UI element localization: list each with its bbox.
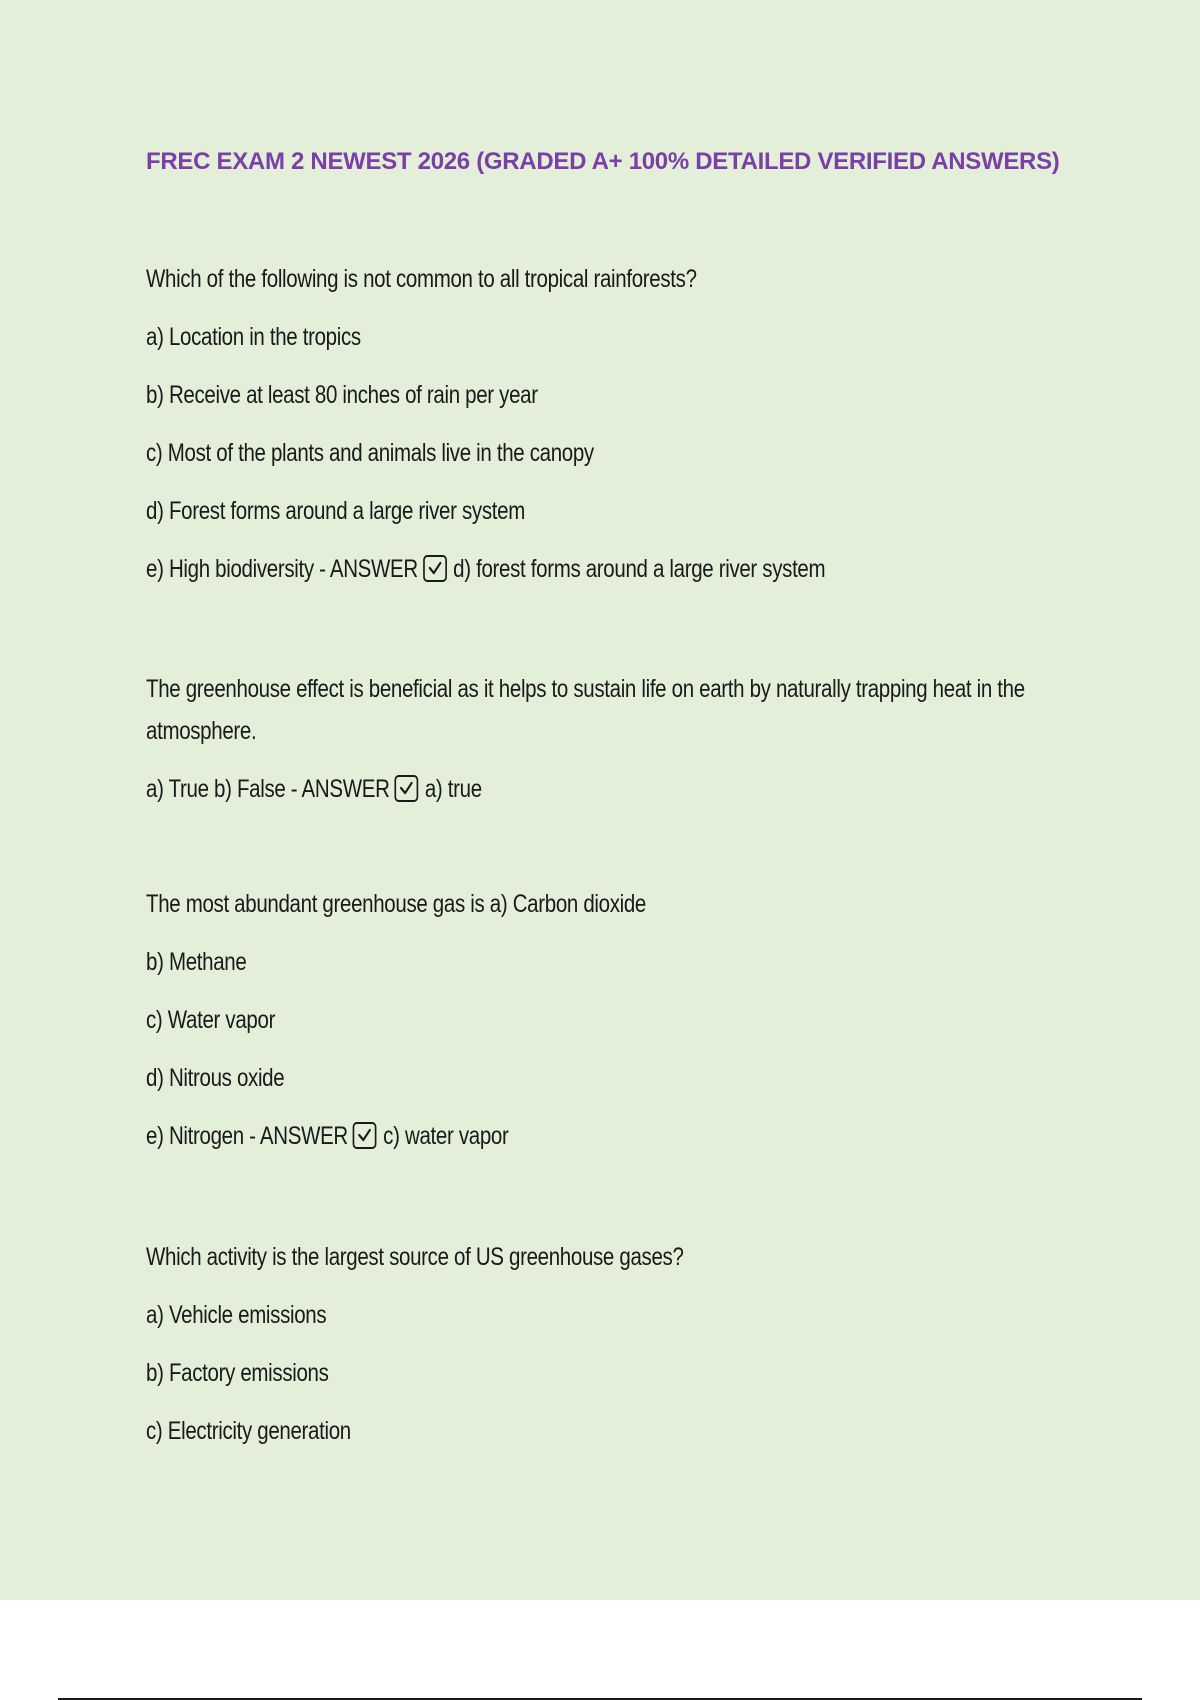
question-2: [146, 668, 1076, 826]
question-4: [146, 1236, 1076, 1468]
question-stem: The greenhouse effect is beneficial as it helps to sustain life on earth by naturally trapping heat in the atmosphere.: [146, 675, 1025, 745]
answer-option: a) Vehicle emissions: [146, 1301, 327, 1329]
answer-option: b) Methane: [146, 948, 247, 976]
question-stem: Which activity is the largest source of US greenhouse gases?: [146, 1243, 684, 1271]
answer-option: b) Receive at least 80 inches of rain per year: [146, 381, 538, 409]
answer-option: d) Forest forms around a large river system: [146, 497, 525, 525]
answer-line-prefix: a) True b) False - ANSWER: [146, 775, 390, 803]
question-stem: Which of the following is not common to all tropical rainforests?: [146, 265, 697, 293]
answer-option: d) Nitrous oxide: [146, 1064, 285, 1092]
correct-answer: c) water vapor: [383, 1122, 509, 1150]
checkbox-checked-icon: [394, 775, 418, 802]
checkbox-checked-icon: [353, 1122, 377, 1149]
correct-answer: d) forest forms around a large river system: [453, 555, 826, 583]
answer-line: [146, 1115, 909, 1173]
checkbox-checked-icon: [423, 555, 447, 582]
answer-option: c) Water vapor: [146, 1006, 276, 1034]
question-3: [146, 883, 1076, 1173]
answer-line: [146, 768, 909, 826]
answer-line-prefix: e) Nitrogen - ANSWER: [146, 1122, 348, 1150]
answer-option: c) Most of the plants and animals live in the canopy: [146, 439, 594, 467]
answer-option: c) Electricity generation: [146, 1417, 351, 1445]
answer-line-prefix: e) High biodiversity - ANSWER: [146, 555, 418, 583]
correct-answer: a) true: [424, 775, 482, 803]
answer-line: [146, 548, 909, 606]
question-stem: The most abundant greenhouse gas is a) Carbon dioxide: [146, 890, 647, 918]
document-title: FREC EXAM 2 NEWEST 2026 (GRADED A+ 100% DETAILED VERIFIED ANSWERS): [146, 148, 1060, 175]
answer-option: a) Location in the tropics: [146, 323, 361, 351]
question-1: [146, 258, 1076, 606]
answer-option: b) Factory emissions: [146, 1359, 329, 1387]
